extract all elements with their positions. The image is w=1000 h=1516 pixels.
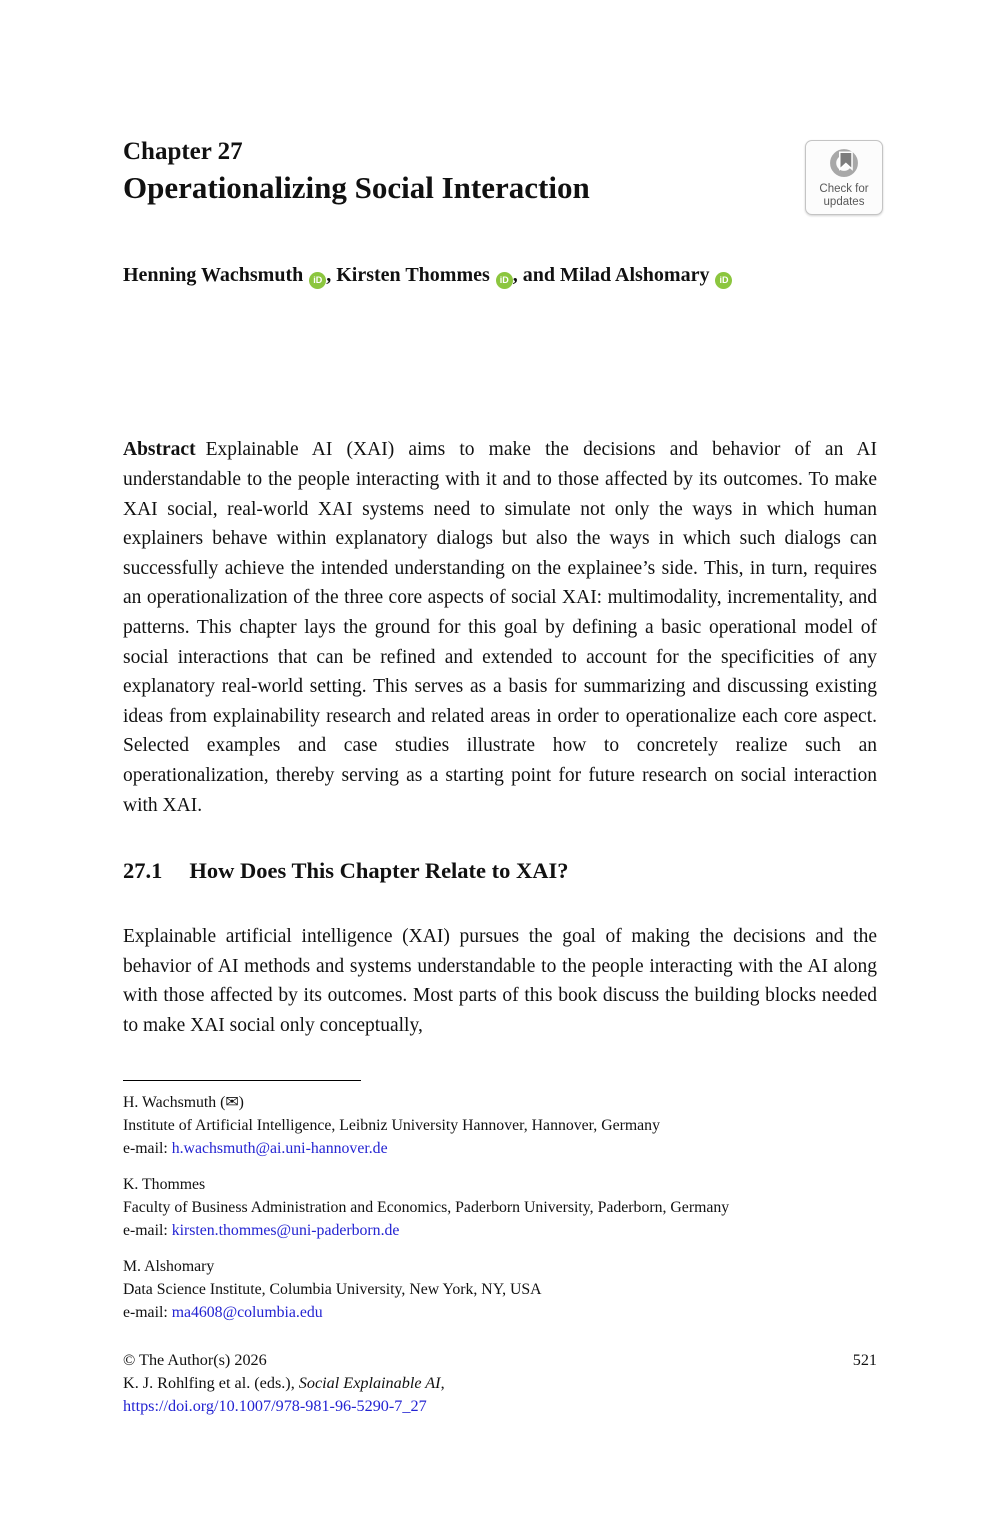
- email-label: e-mail:: [123, 1221, 172, 1239]
- badge-text-line1: Check for: [819, 182, 869, 195]
- footnotes-area: [123, 1091, 877, 1324]
- corresponding-author-envelope-icon: (✉): [220, 1093, 244, 1111]
- page-title: Operationalizing Social Interaction: [123, 170, 590, 206]
- footnote-author-block: [123, 1173, 877, 1242]
- orcid-icon[interactable]: iD: [309, 272, 326, 289]
- book-title: Social Explainable AI: [298, 1373, 441, 1392]
- email-label: e-mail:: [123, 1303, 172, 1321]
- author-name-2: Kirsten Thommes: [336, 264, 490, 287]
- abstract-text: Explainable AI (XAI) aims to make the decisions and behavior of an AI understandable to the people interacting with it and to those affected by its outcomes. To make XAI social, real-world XAI systems need to simulate not only the ways in which human explainers behave within explanatory dialogs but also the ways in which such dialogs can successfully achieve the intended understanding on the explainee’s side. This, in turn, requires an operationalization of the three core aspects of social XAI: multimodality, incrementality, and patterns. This chapter lays the ground for this goal by defining a basic operational model of social interactions that can be refined and extended to account for the specificities of any explanatory real-world setting. This serves as a basis for summarizing and discussing existing ideas from explainability research and related areas in order to operationalize each core aspect. Selected examples and case studies illustrate how to concretely realize such an operationalization, thereby serving as a starting point for future research on social interaction with XAI.: [123, 439, 877, 816]
- footnote-author-block: [123, 1091, 877, 1160]
- email-link[interactable]: h.wachsmuth@ai.uni-hannover.de: [171, 1139, 388, 1157]
- author-name-3: Milad Alshomary: [560, 264, 710, 287]
- email-link[interactable]: ma4608@columbia.edu: [171, 1303, 323, 1321]
- author-separator: , and: [512, 264, 561, 287]
- footnote-affiliation: Institute of Artificial Intelligence, Leibniz University Hannover, Hannover, Germany: [123, 1116, 660, 1134]
- section-body-paragraph: Explainable artificial intelligence (XAI) pursues the goal of making the decisions and the behavior of AI methods and systems understandable to the people interacting with the AI along with those affected by its outcomes. Most parts of this book discuss the building blocks needed to make XAI social only conceptually,: [123, 926, 877, 1037]
- footnote-author-name: K. Thommes: [123, 1175, 206, 1193]
- orcid-icon[interactable]: iD: [715, 272, 732, 289]
- chapter-label: Chapter 27: [123, 138, 243, 165]
- section-heading: [123, 857, 877, 885]
- footnote-author-name: M. Alshomary: [123, 1257, 215, 1275]
- imprint-area: [123, 1349, 877, 1418]
- email-link[interactable]: kirsten.thommes@uni-paderborn.de: [171, 1221, 400, 1239]
- page-number: 521: [852, 1350, 877, 1369]
- doi-link[interactable]: https://doi.org/10.1007/978-981-96-5290-7_27: [123, 1396, 427, 1415]
- copyright-line: © The Author(s) 2026: [123, 1350, 267, 1369]
- editors-text: K. J. Rohlfing et al. (eds.),: [123, 1373, 299, 1392]
- section-number: 27.1: [123, 858, 163, 884]
- footnote-affiliation: Data Science Institute, Columbia University, New York, NY, USA: [123, 1280, 542, 1298]
- abstract-label: Abstract: [123, 439, 196, 461]
- footnote-divider: [123, 1080, 361, 1081]
- authors-line: [123, 263, 877, 289]
- author-name-1: Henning Wachsmuth: [123, 264, 304, 287]
- footnote-affiliation: Faculty of Business Administration and Economics, Paderborn University, Paderborn, Germany: [123, 1198, 730, 1216]
- author-separator: ,: [326, 264, 337, 287]
- section-title: How Does This Chapter Relate to XAI?: [189, 858, 569, 884]
- badge-text-line2: updates: [823, 195, 865, 208]
- footnote-author-name: H. Wachsmuth: [123, 1093, 221, 1111]
- abstract-paragraph: [123, 435, 877, 820]
- email-label: e-mail:: [123, 1139, 172, 1157]
- book-title-suffix: ,: [440, 1373, 445, 1392]
- book-reference-line: [123, 1372, 877, 1395]
- orcid-icon[interactable]: iD: [496, 272, 513, 289]
- footnote-author-block: [123, 1255, 877, 1324]
